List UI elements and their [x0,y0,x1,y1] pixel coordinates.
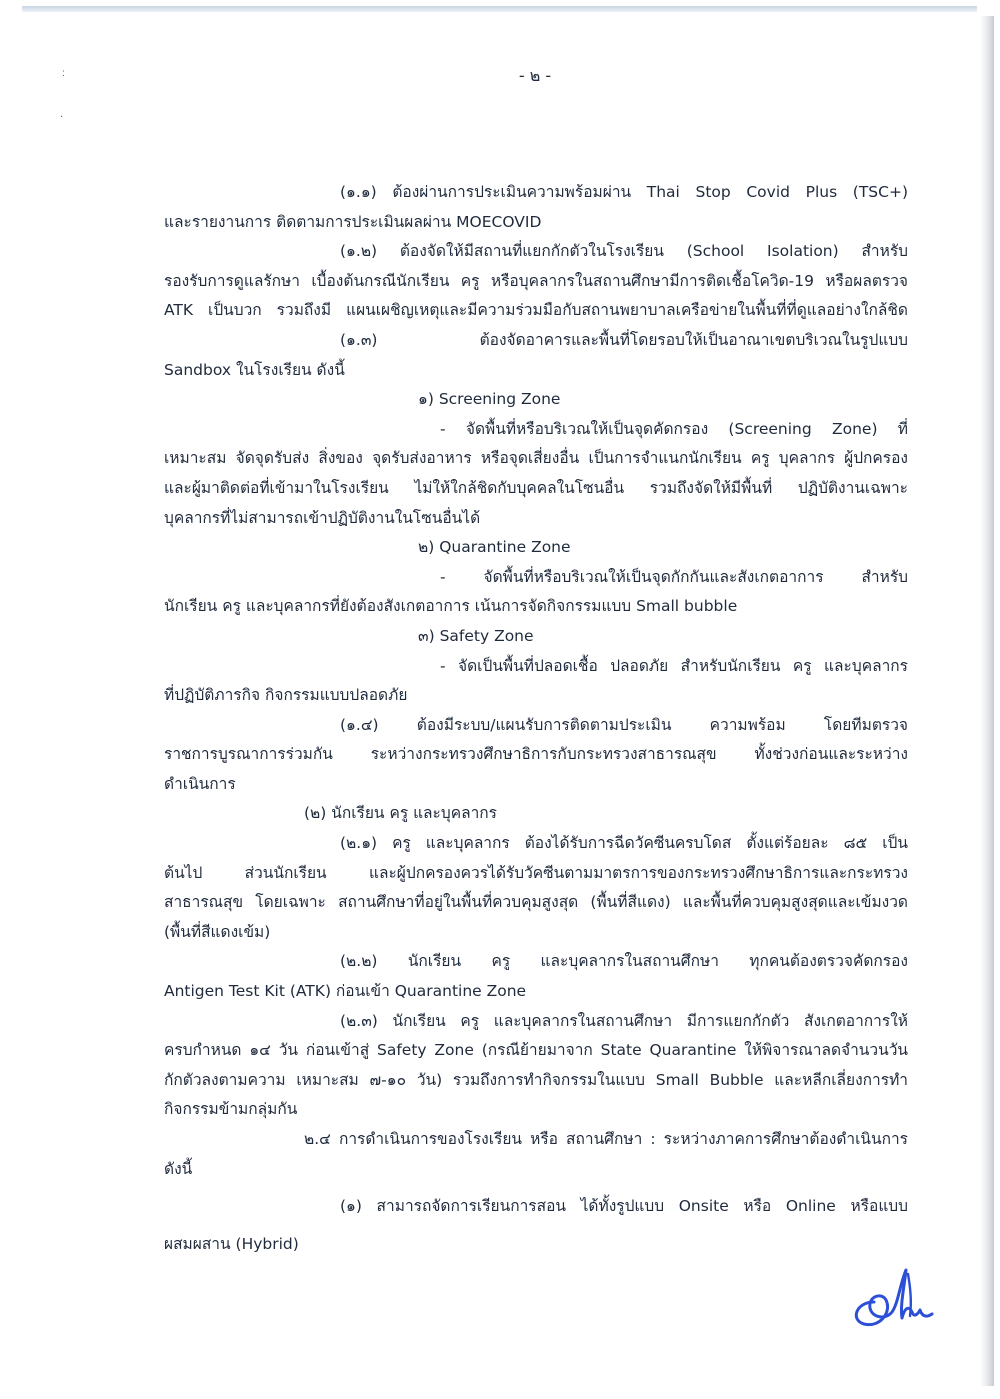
para-2-4-1-line: (๑) สามารถจัดการเรียนการสอน ได้ทั้งรูปแบบ Onsite หรือ Online หรือแบบ [340,1197,908,1216]
para-2-4-1-line: ผสมผสาน (Hybrid) [164,1234,299,1253]
para-2-2-line: Antigen Test Kit (ATK) ก่อนเข้า Quarantine Zone [164,982,527,1001]
para-1-3-line: Sandbox ในโรงเรียน ดังนี้ [164,360,345,379]
para-2-1-line: (๒.๑) ครู และบุคลากร ต้องได้รับการฉีดวัคซีนครบโดส ตั้งแต่ร้อยละ ๘๕ เป็น [340,834,908,853]
page-number: - ๒ - [518,66,552,85]
screening-zone-line: และผู้มาติดต่อที่เข้ามาในโรงเรียน ไม่ให้ใกล้ชิดกับบุคคลในโซนอื่น รวมถึงจัดให้มีพื้นที่ ปฏิบัติงานเฉพาะ [164,478,908,497]
para-2-1-line: สาธารณสุข โดยเฉพาะ สถานศึกษาที่อยู่ในพื้นที่ควบคุมสูงสุด (พื้นที่สีแดง) และพื้นที่ควบคุมสูงสุดและเข้มงวด [164,893,908,912]
para-2-1-line: (พื้นที่สีแดงเข้ม) [164,922,271,941]
para-2-3-line: ครบกำหนด ๑๔ วัน ก่อนเข้าสู่ Safety Zone (กรณีย้ายมาจาก State Quarantine ให้พิจารณาลดจำนวนวัน [164,1041,908,1060]
para-1-1-line: (๑.๑) ต้องผ่านการประเมินความพร้อมผ่าน Thai Stop Covid Plus (TSC+) [340,183,908,201]
para-1-4-line: (๑.๔) ต้องมีระบบ/แผนรับการติดตามประเมิน ความพร้อม โดยทีมตรวจ [340,715,908,734]
quarantine-zone-line: นักเรียน ครู และบุคลากรที่ยังต้องสังเกตอาการ เน้นการจัดกิจกรรมแบบ Small bubble [164,597,738,616]
para-1-1-line: และรายงานการ ติดตามการประเมินผลผ่าน MOECOVID [164,212,542,231]
signature-image [846,1262,936,1334]
para-1-2-line: ATK เป็นบวก รวมถึงมี แผนเผชิญเหตุและมีความร่วมมือกับสถานพยาบาลเครือข่ายในพื้นที่ที่ดูแลอย่างใกล้ชิด [164,301,908,320]
para-2-3-line: (๒.๓) นักเรียน ครู และบุคลากรในสถานศึกษา มีการแยกกักตัว สังเกตอาการให้ [340,1011,908,1030]
para-1-3-line: (๑.๓) ต้องจัดอาคารและพื้นที่โดยรอบให้เป็นอาณาเขตบริเวณในรูปแบบ [340,330,908,349]
para-2-3-line: กักตัวลงตามความ เหมาะสม ๗-๑๐ วัน) รวมถึงการทำกิจกรรมในแบบ Small Bubble และหลีกเลี่ยงการทำ [164,1070,908,1089]
scan-edge-top [22,6,977,12]
para-2-1-line: ต้นไป ส่วนนักเรียน และผู้ปกครองควรได้รับวัคซีนตามมาตรการของกระทรวงศึกษาธิการและกระทรวง [164,863,908,882]
zone-heading-screening: ๑) Screening Zone [418,390,561,409]
zone-heading-safety: ๓) Safety Zone [418,626,534,645]
para-2-2-line: (๒.๒) นักเรียน ครู และบุคลากรในสถานศึกษา ทุกคนต้องตรวจคัดกรอง [340,952,908,971]
para-1-4-line: ดำเนินการ [164,774,236,793]
quarantine-zone-line: - จัดพื้นที่หรือบริเวณให้เป็นจุดกักกันและสังเกตอาการ สำหรับ [440,567,908,586]
scan-speck: · [60,112,64,123]
safety-zone-line: ที่ปฏิบัติภารกิจ กิจกรรมแบบปลอดภัย [164,686,408,705]
scan-edge-right [980,16,994,1386]
screening-zone-line: เหมาะสม จัดจุดรับส่ง สิ่งของ จุดรับส่งอาหาร หรือจุดเสี่ยงอื่น เป็นการจำแนกนักเรียน ครู บุคลากร ผู้ปกครอง [164,449,908,468]
screening-zone-line: บุคลากรที่ไม่สามารถเข้าปฏิบัติงานในโซนอื่นได้ [164,508,481,527]
para-2-3-line: กิจกรรมข้ามกลุ่มกัน [164,1100,298,1119]
para-1-2-line: รองรับการดูแลรักษา เบื้องต้นกรณีนักเรียน ครู หรือบุคลากรในสถานศึกษามีการติดเชื้อโควิด-19 หรือผลตรวจ [164,271,908,290]
screening-zone-line: - จัดพื้นที่หรือบริเวณให้เป็นจุดคัดกรอง (Screening Zone) ที่ [440,419,908,438]
document-body [164,178,908,1259]
para-1-4-line: ราชการบูรณาการร่วมกัน ระหว่างกระทรวงศึกษาธิการกับกระทรวงสาธารณสุข ทั้งช่วงก่อนและระหว่าง [164,745,908,764]
section-2-heading: (๒) นักเรียน ครู และบุคลากร [304,804,498,823]
scan-speck: ˸ [62,70,65,81]
section-2-4-line: ๒.๔ การดำเนินการของโรงเรียน หรือ สถานศึกษา : ระหว่างภาคการศึกษาต้องดำเนินการ [304,1130,908,1148]
safety-zone-line: - จัดเป็นพื้นที่ปลอดเชื้อ ปลอดภัย สำหรับนักเรียน ครู และบุคลากร [440,656,908,675]
section-2-4-line: ดังนี้ [164,1159,193,1178]
para-1-2-line: (๑.๒) ต้องจัดให้มีสถานที่แยกกักตัวในโรงเรียน (School Isolation) สำหรับ [340,242,908,261]
zone-heading-quarantine: ๒) Quarantine Zone [418,538,571,557]
